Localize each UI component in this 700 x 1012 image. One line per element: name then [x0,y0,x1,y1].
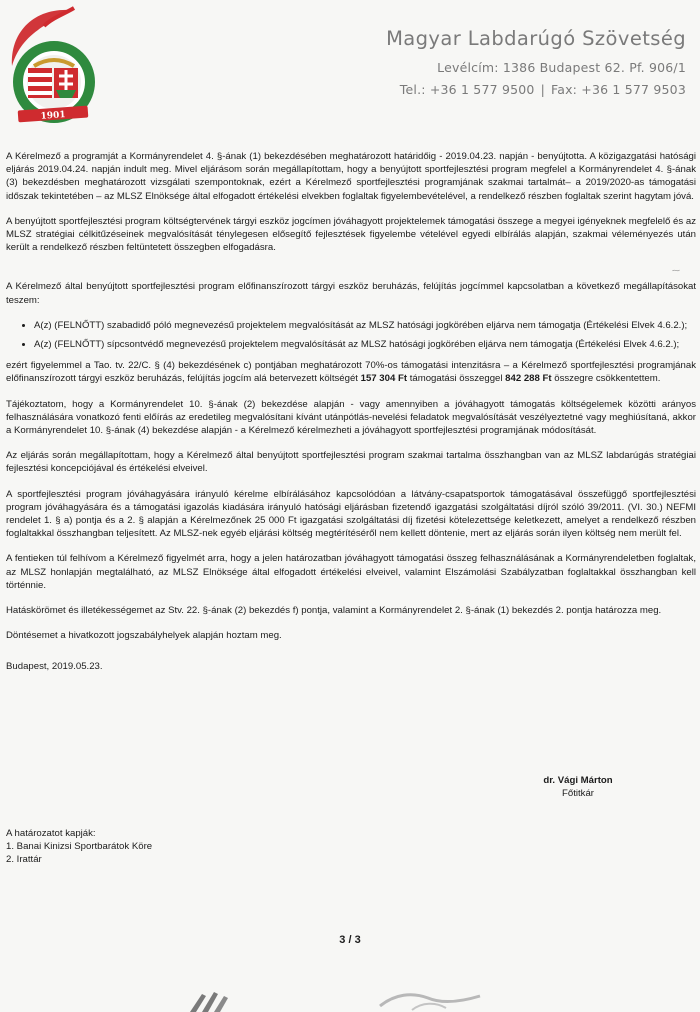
org-contact [386,82,686,98]
recipients [6,827,152,867]
paragraph-strategy: Az eljárás során megállapítottam, hogy a Kérelmező által benyújtott sportfejlesztési program szakmai tartalma összhangban van az MLSZ labdarúgás stratégiai fejlesztési koncepciójával és értékelési elveivel. [6,450,696,475]
contact-separator: | [540,82,545,97]
finding-item: • A(z) (FELNŐTT) sípcsontvédő megnevezésű projektelem megvalósítását az MLSZ hatósági jogkörében eljárva nem támogatja (Értékelési Elvek 4.6.2.); [34,338,696,351]
paragraph-cost-plan: A benyújtott sportfejlesztési program költségtervének tárgyi eszköz jogcímen jóváhagyott projektelemek támogatási összege a megyei igényeknek megfelelő és az MLSZ stratégiai célkitűzéseinek megvalósítását ténylegesen elősegítő fejlesztések figyelembe vételével egyedi elbírálás alapján, szakmai véleményezés után került a rendelkező részben feltüntetett összegben elfogadásra. [6,215,696,254]
signature-block [518,774,638,800]
paragraph-fee: A sportfejlesztési program jóváhagyására irányuló kérelme elbírálásához kapcsolódóan a látvány-csapatsportok támogatásával összefüggő sportfejlesztési program jóváhagyására és a támogatási igazolás kiadására irányuló hatósági eljárásban fizetendő igazgatási szolgáltatási díjról szóló 39/2011. (VI. 30.) NEFMI rendelet 1. § a) pontja és a 2. § alapján a Kérelmezőnek 25 000 Ft igazgatási szolgáltatási díj fizetési kötelezettsége keletkezett, amelyet a rendelkező részben foglaltakkal összhangban teljesített. Az MLSZ-nek egyéb eljárási költség megtérítéséről nem kellett döntenie, mert az eljárás során ilyen költség nem merült fel. [6,488,696,540]
bottom-stamp-fragment [180,984,510,1012]
recipient-item: 1. Banai Kinizsi Sportbarátok Köre [6,841,153,853]
finding-item: • A(z) (FELNŐTT) szabadidő póló megnevezésű projektelem megvalósítását az MLSZ hatósági jogkörében eljárva nem támogatja (Értékelési Elvek 4.6.2.); [34,319,696,332]
logo-year: 1901 [40,110,66,122]
page-number: 3 / 3 [339,934,361,946]
recipients-heading: A határozatot kapják: [6,828,96,839]
recipient-item: 2. Irattár [6,854,42,866]
mlsz-logo [4,4,122,126]
document-body [6,150,696,686]
margin-mark: ⁓ [672,266,680,275]
paragraph-information: Tájékoztatom, hogy a Kormányrendelet 10. §-ának (2) bekezdése alapján - vagy amennyiben a jóváhagyott támogatás költségelemek közötti arányos felhasználására vonatkozó fenti előírás az eredetileg megvalósítani kívánt utánpótlás-nevelési feladatok megvalósítását veszélyeztetné vagy meghiúsítaná, akkor a Kormányrendelet 10. §-ának (4) bekezdése alapján - a Kérelmező kérelmezheti a jóváhagyott sportfejlesztési programjának módosítását. [6,398,696,437]
spacer [6,266,696,280]
org-phone: Tel.: +36 1 577 9500 [399,82,535,97]
org-fax: Fax: +36 1 577 9503 [550,82,686,97]
findings-list [6,319,696,351]
org-address: Levélcím: 1386 Budapest 62. Pf. 906/1 [437,60,686,75]
paragraph-reduction: ezért figyelemmel a Tao. tv. 22/C. § (4) bekezdésének c) pontjában meghatározott 70%-os támogatási intenzitásra – a Kérelmező sportfejlesztési programjának előfinanszírozott tárgyi eszköz beruházás, felújítás jogcím alá betervezett költségét 157 304 Ft támogatási összeggel 842 288 Ft összegre csökkentettem. [6,360,696,385]
reduction-amount: 157 304 Ft [360,373,408,385]
new-amount: 842 288 Ft [505,373,552,385]
place-date: Budapest, 2019.05.23. [6,661,103,673]
paragraph-legal-basis: Döntésemet a hivatkozott jogszabályhelyek alapján hoztam meg. [6,630,282,642]
paragraph-notice: A fentieken túl felhívom a Kérelmező figyelmét arra, hogy a jelen határozatban jóváhagyott támogatási összeg felhasználásának a Kormányrendeletben foglaltak, az MLSZ honlapján megtalálható, az MLSZ Elnöksége által elfogadott értékelési elveivel, valamint Elszámolási Szabályzatban foglaltakkal összhangban kell történnie. [6,553,696,591]
org-name: Magyar Labdarúgó Szövetség [386,27,686,50]
signatory-name: dr. Vági Márton [543,775,613,786]
letterhead [386,26,686,98]
paragraph-competence: Hatáskörömet és illetékességemet az Stv. 22. §-ának (2) bekezdés f) pontja, valamint a Kormányrendelet 2. §-ának (1) bekezdés 2. pontja határozza meg. [6,605,662,617]
paragraph-findings-intro: A Kérelmező által benyújtott sportfejlesztési program előfinanszírozott tárgyi eszköz beruházás, felújítás jogcímmel kapcsolatban a következő megállapításokat teszem: [6,281,696,306]
signatory-title: Főtitkár [562,788,594,799]
paragraph-submission: A Kérelmező a programját a Kormányrendelet 4. §-ának (1) bekezdésében meghatározott határidőig - 2019.04.23. napján - benyújtotta. A közigazgatási hatósági eljárás 2019.04.24. napján indult meg. Mivel eljárásom során megállapítottam, hogy a benyújtott sportfejlesztési program megfelel a Kormányrendelet 4. §-ának (3) bekezdésben meghatározott vizsgálati szempontoknak, ezért a Kérelmező sportfejlesztési programjának szakmai tartalmát– a 2019/2020-as támogatási időszak tekintetében – az MLSZ Elnöksége által elfogadott értékelési elvekben foglaltak figyelembevételével, a rendelkező részben foglaltak szerint hagytam jóvá. [6,151,696,202]
